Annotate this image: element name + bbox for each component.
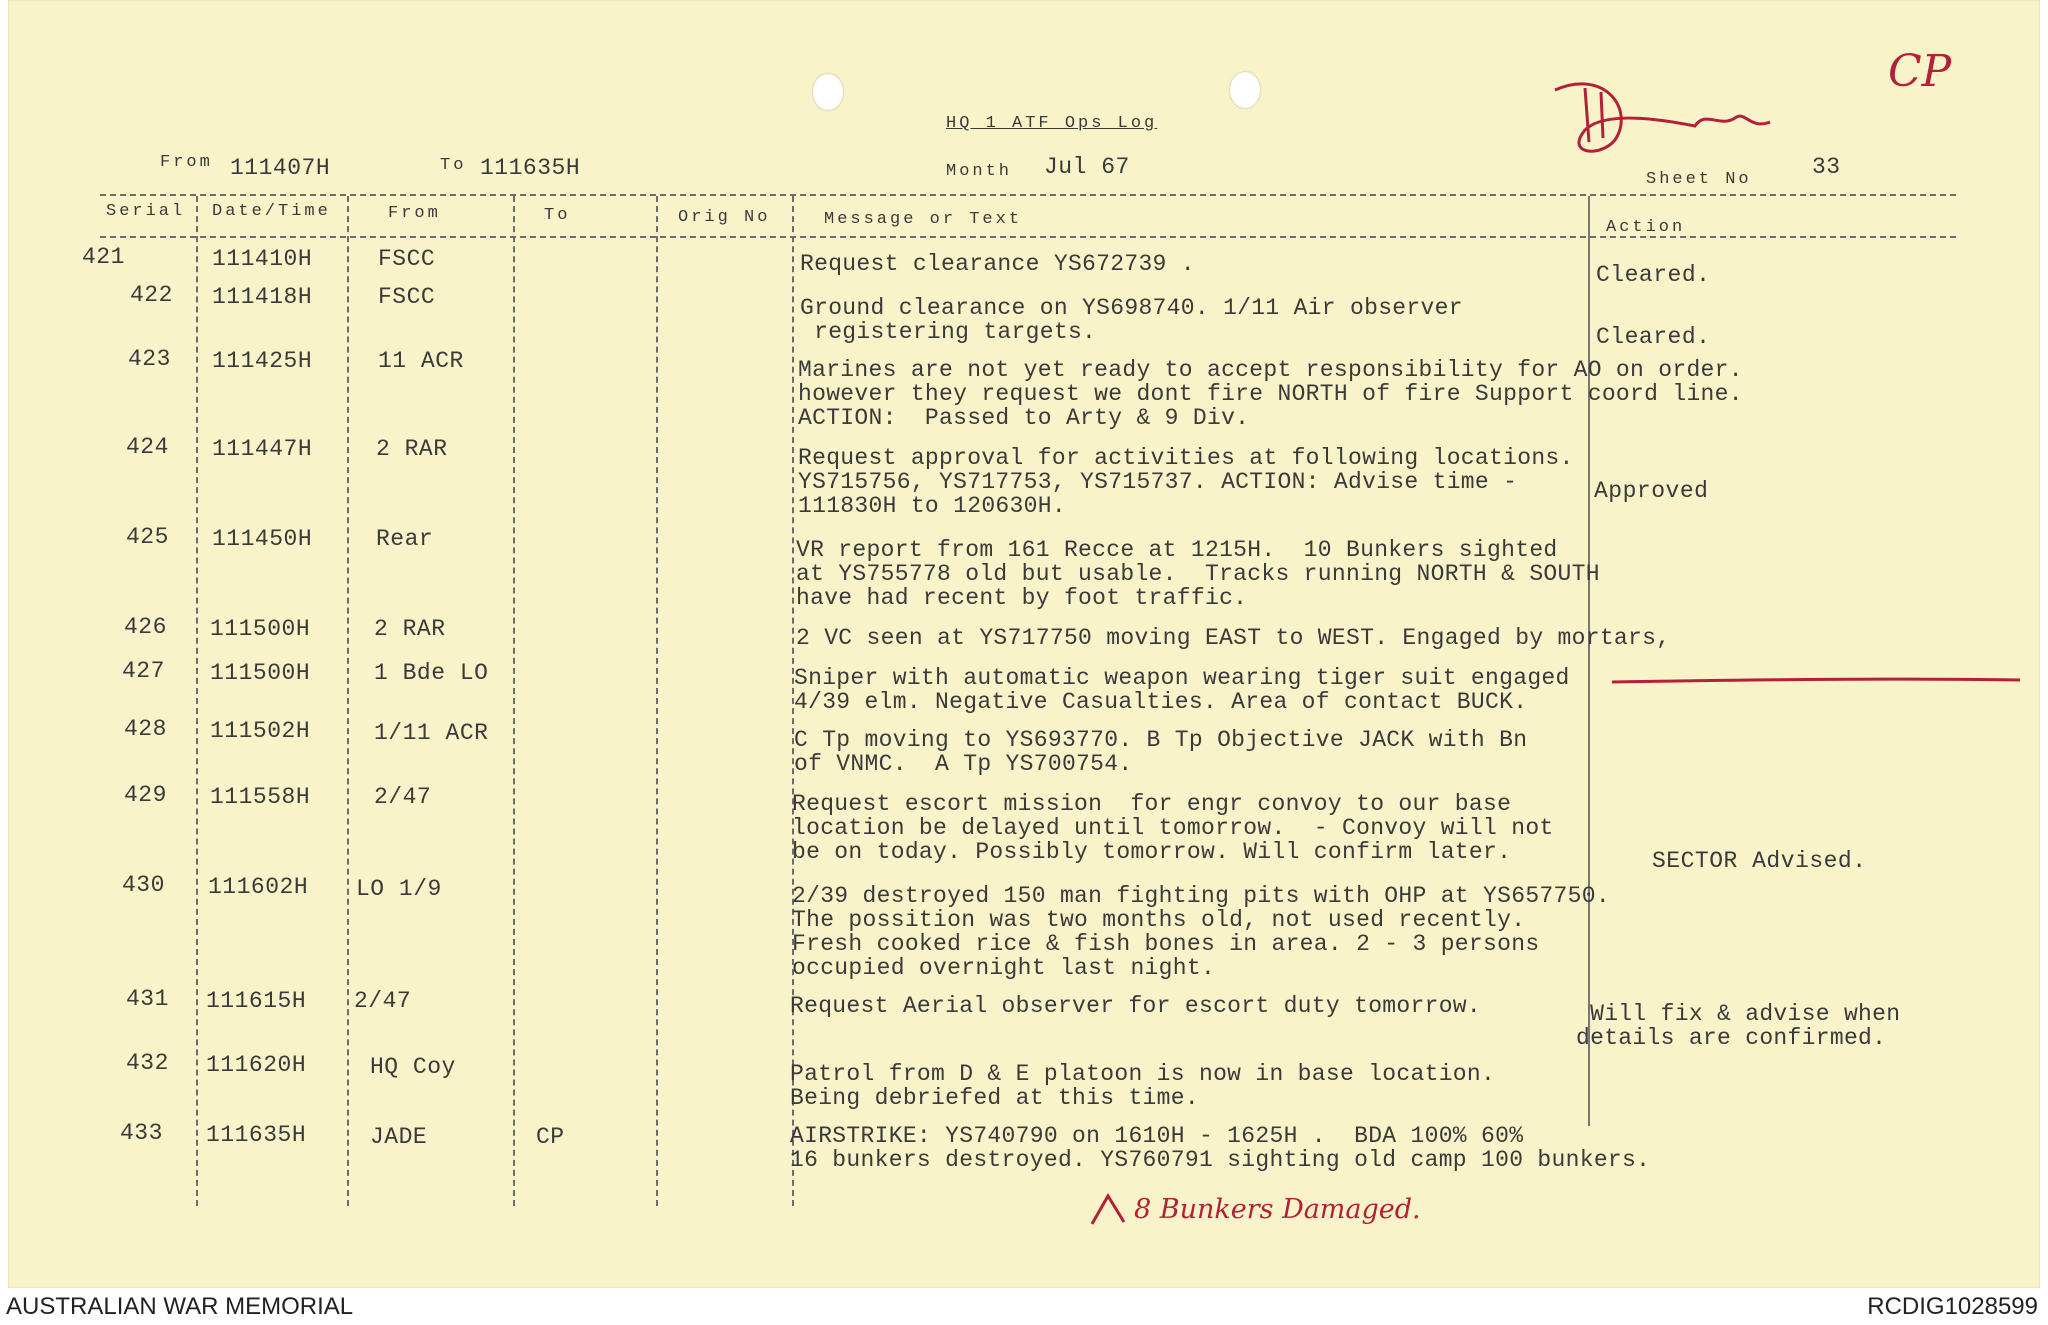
to-value: 111635H (480, 155, 581, 181)
row-datetime: 111635H (206, 1122, 307, 1148)
row-from: 11 ACR (378, 348, 464, 374)
row-serial: 429 (124, 782, 167, 808)
grid-line-action (1588, 196, 1590, 1126)
to-label: To (440, 156, 467, 175)
row-message: Request Aerial observer for escort duty tomorrow. (790, 993, 1482, 1019)
punch-hole-right (1230, 72, 1260, 108)
row-serial: 433 (120, 1120, 163, 1146)
row-from: 2/47 (354, 988, 412, 1014)
row-to: CP (536, 1124, 565, 1150)
row-serial: 421 (82, 244, 125, 270)
col-action: Action (1606, 218, 1686, 237)
row-message: Marines are not yet ready to accept responsibility for AO on order. however they request we dont fire NORTH of fire Support coord line. ACTION: Passed to Arty & 9 Div. (798, 357, 1743, 431)
row-action: Approved (1594, 478, 1709, 504)
col-serial: Serial (106, 202, 186, 221)
header-top-rule (100, 194, 1956, 196)
row-datetime: 111500H (210, 616, 311, 642)
grid-line-to (656, 196, 658, 1206)
row-from: Rear (376, 526, 434, 552)
row-from: 1/11 ACR (374, 720, 489, 746)
row-message: Patrol from D & E platoon is now in base location. Being debriefed at this time. (790, 1061, 1496, 1111)
row-message: Request clearance YS672739 . (800, 251, 1195, 277)
col-from: From (388, 204, 441, 223)
row-from: 2 RAR (374, 616, 446, 642)
from-value: 111407H (230, 155, 331, 181)
row-datetime: 111500H (210, 660, 311, 686)
row-datetime: 111410H (212, 246, 313, 272)
row-action: Cleared. (1596, 262, 1711, 288)
row-serial: 427 (122, 658, 165, 684)
footer-id: RCDIG1028599 (1867, 1293, 2038, 1320)
row-serial: 426 (124, 614, 167, 640)
row-datetime: 111620H (206, 1052, 307, 1078)
footer-source: AUSTRALIAN WAR MEMORIAL (6, 1293, 354, 1320)
from-label: From (160, 153, 213, 172)
col-datetime: Date/Time (212, 202, 331, 221)
grid-line-serial (196, 196, 198, 1206)
row-serial: 424 (126, 434, 169, 460)
row-from: FSCC (378, 246, 436, 272)
sheet-value: 33 (1812, 154, 1841, 180)
row-message: Request escort mission for engr convoy to our base location be delayed until tomorrow. - Convoy will not be on today. Possibly tomorrow. Will confirm later. (792, 791, 1554, 865)
signature-initials-icon (1545, 70, 1775, 160)
grid-line-datetime (347, 196, 349, 1206)
row-message: Request approval for activities at following locations. YS715756, YS717753, YS715737. ACTION: Advise time - 111830H to 120630H. (798, 445, 1574, 519)
row-serial: 428 (124, 716, 167, 742)
sheet-label: Sheet No (1646, 170, 1752, 189)
handwritten-note: 8 Bunkers Damaged. (1134, 1194, 1421, 1225)
grid-line-from (513, 196, 515, 1206)
row-serial: 432 (126, 1050, 169, 1076)
red-strike-line-icon (1612, 674, 2022, 688)
row-serial: 423 (128, 346, 171, 372)
row-from: 1 Bde LO (374, 660, 489, 686)
punch-hole-left (813, 74, 843, 110)
row-from: 2 RAR (376, 436, 448, 462)
row-action: SECTOR Advised. (1652, 848, 1867, 874)
row-action: Will fix & advise when details are confirmed. (1576, 1001, 1901, 1051)
row-from: FSCC (378, 284, 436, 310)
row-datetime: 111615H (206, 988, 307, 1014)
row-from: JADE (370, 1124, 428, 1150)
row-message: 2 VC seen at YS717750 moving EAST to WEST. Engaged by mortars, (796, 625, 1671, 651)
col-orig: Orig No (678, 208, 771, 227)
row-serial: 431 (126, 986, 169, 1012)
col-message: Message or Text (824, 210, 1023, 229)
row-serial: 422 (130, 282, 173, 308)
row-serial: 425 (126, 524, 169, 550)
row-from: HQ Coy (370, 1054, 456, 1080)
insertion-caret-icon (1088, 1192, 1128, 1228)
row-datetime: 111425H (212, 348, 313, 374)
row-message: 2/39 destroyed 150 man fighting pits with OHP at YS657750. The possition was two months old, not used recently. Fresh cooked rice & fish bones in area. 2 - 3 persons occupied overnight last night. (792, 883, 1610, 981)
row-from: 2/47 (374, 784, 432, 810)
row-message: Sniper with automatic weapon wearing tiger suit engaged 4/39 elm. Negative Casualties. Area of contact BUCK. (794, 665, 1570, 715)
row-datetime: 111502H (210, 718, 311, 744)
row-serial: 430 (122, 872, 165, 898)
month-value: Jul 67 (1044, 154, 1130, 180)
row-datetime: 111558H (210, 784, 311, 810)
row-message: Ground clearance on YS698740. 1/11 Air observer registering targets. (800, 295, 1463, 345)
row-datetime: 111418H (212, 284, 313, 310)
row-from: LO 1/9 (356, 876, 442, 902)
row-datetime: 111447H (212, 436, 313, 462)
page-title: HQ 1 ATF Ops Log (946, 114, 1158, 133)
row-message: VR report from 161 Recce at 1215H. 10 Bunkers sighted at YS755778 old but usable. Tracks running NORTH & SOUTH have had recent by foot traffic. (796, 537, 1600, 611)
month-label: Month (946, 162, 1013, 181)
row-message: C Tp moving to YS693770. B Tp Objective JACK with Bn of VNMC. A Tp YS700754. (794, 727, 1528, 777)
row-datetime: 111450H (212, 526, 313, 552)
header-bottom-rule (100, 236, 1956, 238)
col-to: To (544, 206, 571, 225)
row-action: Cleared. (1596, 324, 1711, 350)
cp-annotation: CP (1888, 46, 1952, 97)
row-message: AIRSTRIKE: YS740790 on 1610H - 1625H . BDA 100% 60% 16 bunkers destroyed. YS760791 sighting old camp 100 bunkers. (790, 1123, 1651, 1173)
row-datetime: 111602H (208, 874, 309, 900)
